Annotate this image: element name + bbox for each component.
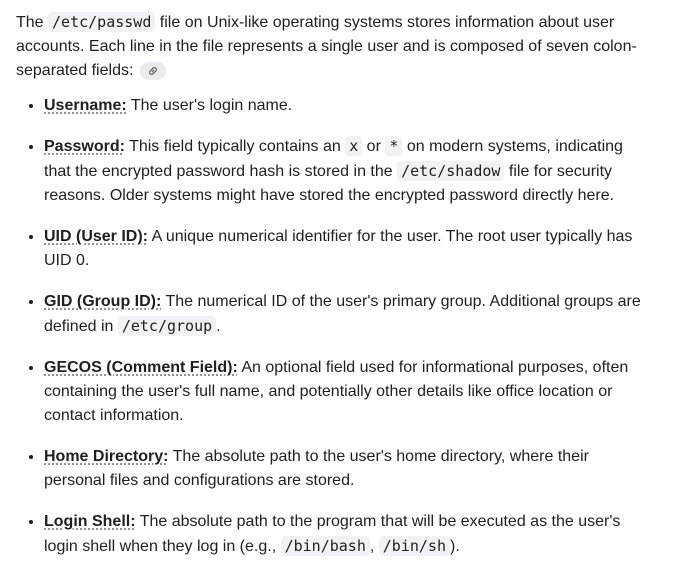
desc-login-shell-part: The absolute path to the program that will be executed as the user's login shell when they log in (e.g.,	[44, 513, 621, 555]
desc-gid-part: The numerical ID of the user's primary group. Additional groups are defined in	[44, 293, 641, 335]
term-home-directory[interactable]: Home Directory:	[44, 448, 169, 465]
list-item-gid	[44, 289, 649, 339]
desc-gid-part: .	[216, 318, 221, 335]
desc-password-part: file for security reasons. Older systems might have stored the encrypted password directly here.	[44, 163, 615, 204]
code-asterisk: *	[385, 136, 402, 156]
desc-gecos: An optional field used for informational purposes, often containing the user's full name, and potentially other details like office location or contact information.	[44, 359, 629, 424]
list-item-gecos	[44, 355, 649, 428]
code-bin-sh: /bin/sh	[379, 536, 450, 556]
source-link-button[interactable]	[140, 62, 166, 80]
fields-list	[16, 93, 649, 559]
term-password[interactable]: Password:	[44, 138, 125, 155]
list-item-username	[44, 93, 649, 118]
desc-password-part: This field typically contains an	[124, 138, 346, 155]
desc-username: The user's login name.	[126, 97, 293, 114]
desc-home-directory: The absolute path to the user's home directory, where their personal files and configurations are stored.	[44, 448, 589, 489]
term-login-shell[interactable]: Login Shell:	[44, 513, 136, 530]
term-gecos[interactable]: GECOS (Comment Field):	[44, 359, 238, 376]
code-etc-group: /etc/group	[118, 316, 216, 336]
code-x: x	[345, 136, 362, 156]
term-username[interactable]: Username:	[44, 97, 127, 114]
desc-password-part: or	[362, 138, 386, 155]
term-gid[interactable]: GID (Group ID):	[44, 293, 162, 310]
intro-code-passwd: /etc/passwd	[48, 12, 155, 32]
desc-uid: A unique numerical identifier for the user. The root user typically has UID 0.	[44, 228, 633, 269]
desc-password-part: on modern systems, indicating that the encrypted password hash is stored in the	[44, 138, 623, 180]
list-item-home-directory	[44, 444, 649, 493]
list-item-login-shell	[44, 509, 649, 559]
term-uid[interactable]: UID (User ID):	[44, 228, 149, 245]
desc-login-shell-part: ,	[369, 538, 379, 555]
list-item-password	[44, 134, 649, 208]
code-bin-bash: /bin/bash	[281, 536, 370, 556]
link-icon	[148, 66, 158, 76]
list-item-uid	[44, 224, 649, 273]
intro-pre: The	[16, 14, 49, 31]
intro-paragraph	[16, 10, 649, 83]
intro-post: file on Unix-like operating systems stores information about user accounts. Each line in the file represents a single user and is composed of seven colon-separated fields:	[16, 14, 637, 79]
desc-login-shell-part: ).	[449, 538, 460, 555]
code-etc-shadow: /etc/shadow	[397, 161, 504, 181]
